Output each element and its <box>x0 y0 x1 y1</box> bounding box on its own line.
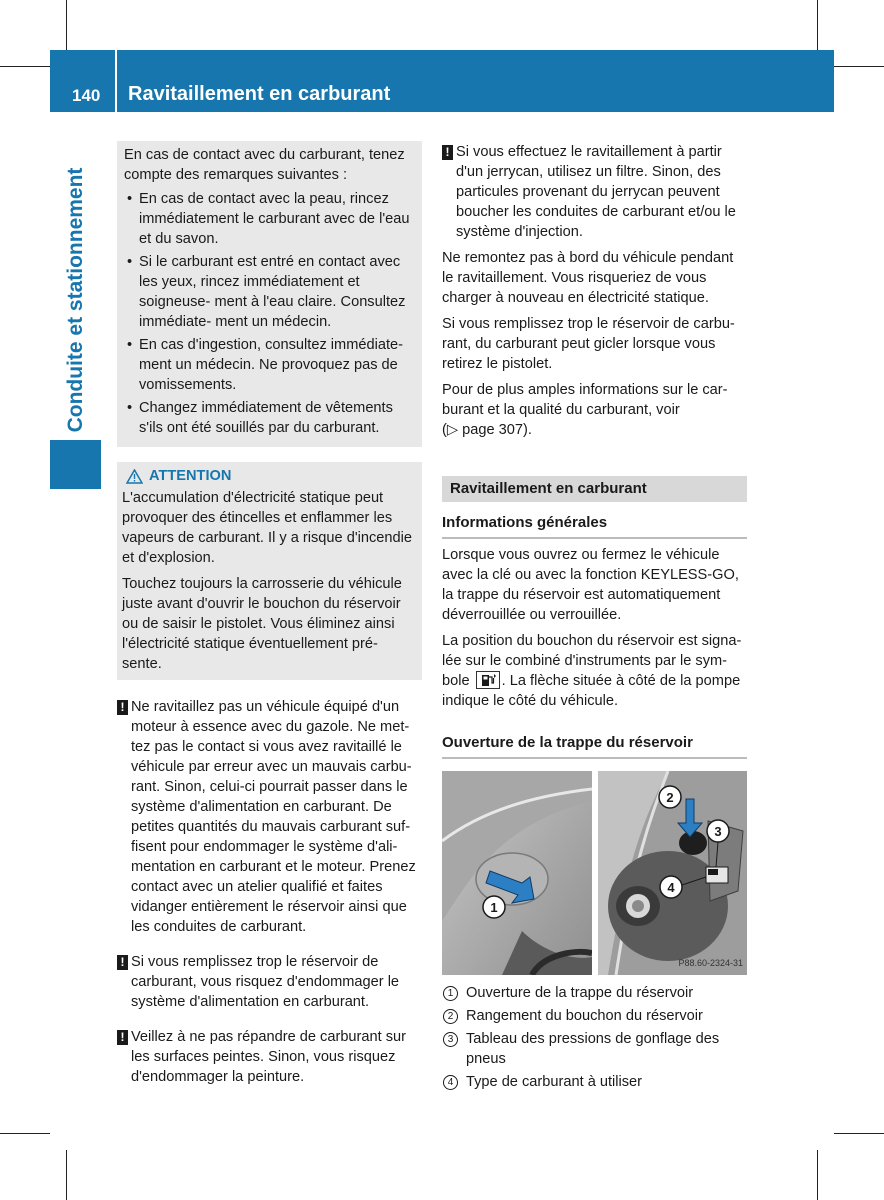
page-reference-link[interactable]: (▷ page 307). <box>442 422 532 438</box>
body-paragraph: Lorsque vous ouvrez ou fermez le véhicule avec la clé ou avec la fonction KEYLESS-GO, la trappe du réservoir est automatiquement déverrouillée ou verrouillée. <box>442 547 739 623</box>
legend-number: 2 <box>443 1009 458 1024</box>
list-item: • En cas de contact avec la peau, rincez immédiatement le carburant avec de l'eau et du savon. <box>124 189 414 249</box>
attention-label: ATTENTION <box>149 468 232 484</box>
crop-mark <box>817 1150 818 1200</box>
legend-item <box>442 1072 747 1092</box>
fuel-flap-photo <box>442 771 592 975</box>
callout-2: 2 <box>665 790 674 805</box>
note-marker-icon: ! <box>442 145 453 160</box>
list-item: • Si le carburant est entré en contact avec les yeux, rincez immédiatement et soigneuse- ment à l'eau claire. Consultez immédiate- ment un médecin. <box>124 252 414 332</box>
photo-code: P88.60-2324-31 <box>678 958 743 968</box>
fuel-pump-icon <box>476 671 500 689</box>
note-item <box>442 142 747 242</box>
left-column <box>117 141 422 1087</box>
body-paragraph <box>442 631 747 711</box>
attention-box <box>117 462 422 680</box>
photo-legend <box>442 983 747 1092</box>
callout-3: 3 <box>713 824 722 839</box>
legend-item <box>442 983 747 1003</box>
section-title: Ravitaillement en carburant <box>442 476 747 502</box>
body-paragraph: Si vous remplissez trop le réservoir de carbu- rant, du carburant peut gicler lorsque vous retirez le pistolet. <box>442 316 735 372</box>
callout-4: 4 <box>666 880 675 895</box>
contact-intro: En cas de contact avec du carburant, tenez compte des remarques suivantes : <box>124 147 405 183</box>
note-text: Si vous effectuez le ravitaillement à partir d'un jerrycan, utilisez un filtre. Sinon, des particules provenant du jerrycan peuvent boucher les conduites de carburant et/ou le système d'injection. <box>456 144 736 240</box>
attention-heading <box>126 466 414 486</box>
note-item <box>117 952 422 1012</box>
general-heading: Informations générales <box>442 513 747 539</box>
crop-mark <box>0 66 50 67</box>
attention-para: L'accumulation d'électricité statique peut provoquer des étincelles et enflammer les vapeurs de carburant. Il y a risque d'incendie et d'explosion. <box>122 490 412 566</box>
reference-text: Pour de plus amples informations sur le car- burant et la qualité du carburant, voir <box>442 382 728 418</box>
note-item <box>117 697 422 937</box>
note-text: Veillez à ne pas répandre de carburant sur les surfaces peintes. Sinon, vous risquez d'endommager la peinture. <box>131 1029 407 1085</box>
fuel-cap-photo <box>598 771 748 975</box>
legend-number: 4 <box>443 1075 458 1090</box>
symbol-text: . La flèche située à côté de la pompe indique le côté du véhicule. <box>442 673 741 709</box>
legend-text: Type de carburant à utiliser <box>466 1074 643 1090</box>
crop-mark <box>817 0 818 50</box>
list-item: • Changez immédiatement de vêtements s'ils ont été souillés par du carburant. <box>124 398 414 438</box>
legend-number: 3 <box>443 1032 458 1047</box>
legend-text: Ouverture de la trappe du réservoir <box>466 985 694 1001</box>
note-text: Ne ravitaillez pas un véhicule équipé d'un moteur à essence avec du gazole. Ne met- tez pas le contact si vous avez ravitaillé le véhicule par erreur avec un mauvais carbu- rant. Sinon, celui-ci pourrait passer dans le système d'alimentation en carburant. De petites quantités du mauvais carburant suf- fisent pour endommager le système d'ali- mentation en carburant et le moteur. Prenez contact avec un atelier qualifié et faites vidanger entièrement le réservoir ainsi que les conduites de carburant. <box>131 699 416 935</box>
note-marker-icon: ! <box>117 700 128 715</box>
page-title: Ravitaillement en carburant <box>128 83 391 105</box>
page-number: 140 <box>72 86 101 105</box>
page-header <box>50 50 834 112</box>
car-body-illustration <box>442 771 592 975</box>
photo-row <box>442 771 747 975</box>
legend-text: Rangement du bouchon du réservoir <box>466 1008 703 1024</box>
fuel-cap-illustration <box>598 771 748 975</box>
fuel-contact-box <box>117 141 422 447</box>
contact-list <box>124 189 414 438</box>
symbol-text: La position du bouchon du réservoir est signa- lée sur le combiné d'instruments par le sym- bole <box>442 633 742 689</box>
header-divider <box>115 50 117 112</box>
side-tab-marker <box>50 440 101 489</box>
legend-item <box>442 1029 747 1069</box>
crop-mark <box>834 66 884 67</box>
list-item: • En cas d'ingestion, consultez immédiate- ment un médecin. Ne provoquez pas de vomissements. <box>124 335 414 395</box>
note-text: Si vous remplissez trop le réservoir de carburant, vous risquez d'endommager le système d'alimentation en carburant. <box>131 954 400 1010</box>
callout-1: 1 <box>490 900 498 915</box>
crop-mark <box>0 1133 50 1134</box>
attention-para: Touchez toujours la carrosserie du véhicule juste avant d'ouvrir le bouchon du réservoir ou de saisir le pistolet. Vous éliminez ainsi l'électricité statique éventuellement pré- sente. <box>122 576 402 672</box>
crop-mark <box>834 1133 884 1134</box>
flap-heading: Ouverture de la trappe du réservoir <box>442 733 747 759</box>
warning-triangle-icon <box>126 469 143 484</box>
chapter-label: Conduite et stationnement <box>64 167 87 433</box>
crop-mark <box>66 0 67 50</box>
body-paragraph <box>442 380 747 440</box>
note-item <box>117 1027 422 1087</box>
note-marker-icon: ! <box>117 1030 128 1045</box>
legend-text: Tableau des pressions de gonflage des pneus <box>466 1031 720 1067</box>
right-column <box>442 142 747 1095</box>
note-marker-icon: ! <box>117 955 128 970</box>
legend-item <box>442 1006 747 1026</box>
crop-mark <box>66 1150 67 1200</box>
legend-number: 1 <box>443 986 458 1001</box>
body-paragraph: Ne remontez pas à bord du véhicule pendant le ravitaillement. Vous risqueriez de vous charger à nouveau en électricité statique. <box>442 250 734 306</box>
